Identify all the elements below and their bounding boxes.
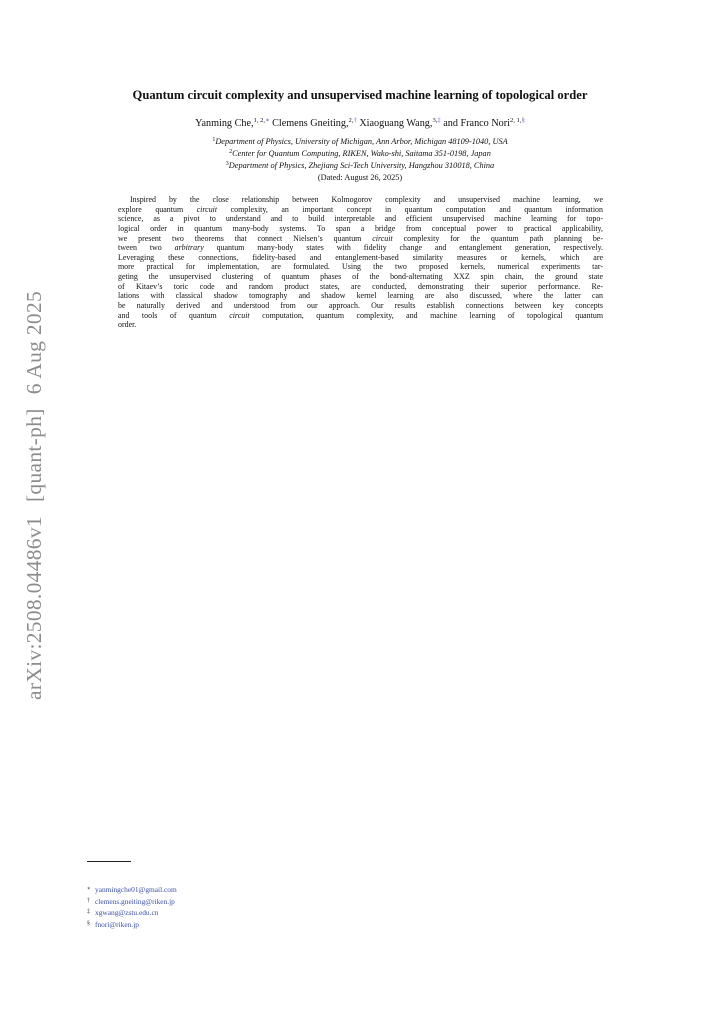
author-list [60,118,660,129]
author-name: Xiaoguang Wang, [359,118,433,129]
footnote-item [87,907,177,919]
abstract-line: lations with classical shadow tomography and shadow kernel learning are also discussed, where the latter can [118,291,603,301]
author-name: Clemens Gneiting, [272,118,349,129]
abstract-line: more practical for implementation, are formulated. Using the two proposed kernels, numerical experiments tar- [118,262,603,272]
affiliation: $^2$Center for Quantum Computing, RIKEN, Wako-shi, Saitama 351-0198, Japan [229,149,491,158]
arxiv-side-stamp [22,291,47,700]
abstract-line: we present two theorems that connect Nielsen’s quantum circuit complexity for the quantum path planning be- [118,233,603,243]
footnote-symbol: ∗ [87,886,91,892]
footnote-rule [87,861,131,862]
footnote-item [87,919,177,931]
author-affil-sup: 1, 2,∗ [253,117,270,124]
abstract-line: Leveraging these connections, fidelity-based and entanglement-based similarity measures or kernels, which are [118,252,603,262]
arxiv-date: 6 Aug 2025 [22,290,46,395]
author-name: and Franco Nori [443,118,511,129]
dated-line: (Dated: August 26, 2025) [317,173,403,182]
email-link[interactable]: yanmingche01@gmail.com [95,885,177,894]
email-link[interactable]: fnori@riken.jp [95,920,139,930]
footnote-symbol: ‡ [87,909,90,916]
abstract-line: of Kitaev’s toric code and random product states, are conducted, demonstrating their superior performance. Re- [118,281,603,291]
paper-title: Quantum circuit complexity and unsupervised machine learning of topological order [132,88,588,102]
author-affil-sup: 2,† [348,117,357,124]
footnote-symbol: † [87,897,90,904]
footnote-link[interactable]: § [521,117,525,124]
email-link[interactable]: xgwang@zstu.edu.cn [95,908,159,918]
author-affil-sup: 3,‡ [432,117,441,124]
abstract-line: be naturally derived and understood from our approach. Our results establish connections between key concepts [118,301,603,311]
affiliation: $^3$Department of Physics, Zhejiang Sci-Tech University, Hangzhou 310018, China [225,161,495,170]
abstract-line: science, as a pivot to understand and to build interpretable and efficient unsupervised machine learning for topo- [118,214,603,224]
abstract-line: Inspired by the close relationship between Kolmogorov complexity and unsupervised machine learning, we [130,195,603,204]
footnote-link[interactable]: † [353,117,357,124]
email-link[interactable]: clemens.gneiting@riken.jp [95,896,175,906]
affiliation: $^1$Department of Physics, University of Michigan, Ann Arbor, Michigan 48109-1040, USA [212,137,508,146]
footnotes [87,884,177,931]
author-name: Yanming Che, [195,118,254,129]
footnote-link[interactable]: ∗ [265,117,270,124]
footnote-symbol: § [87,921,90,928]
abstract-line: tween two arbitrary quantum many-body states with fidelity change and entanglement generation, respectively. [118,243,604,253]
abstract-line: geting the unsupervised clustering of quantum phases of the bond-alternating XXZ spin chain, the ground state [118,272,603,282]
footnote-link[interactable]: ‡ [437,117,441,124]
abstract-line: explore quantum circuit complexity, an important concept in quantum computation and quantum information [118,204,603,214]
author-affil-sup: 2, 1,§ [510,117,525,124]
arxiv-id: arXiv:2508.04486v1 [22,516,46,700]
abstract-line: order. [118,320,137,330]
footnote-item [87,896,177,908]
abstract [118,195,603,330]
footnote-item [87,884,177,896]
arxiv-category: [quant-ph] [22,408,46,503]
abstract-line: and tools of quantum circuit computation, quantum complexity, and machine learning of topological quantum [118,310,603,320]
abstract-line: logical order in quantum many-body systems. To span a bridge from conceptual power to practical applicability, [118,223,603,233]
